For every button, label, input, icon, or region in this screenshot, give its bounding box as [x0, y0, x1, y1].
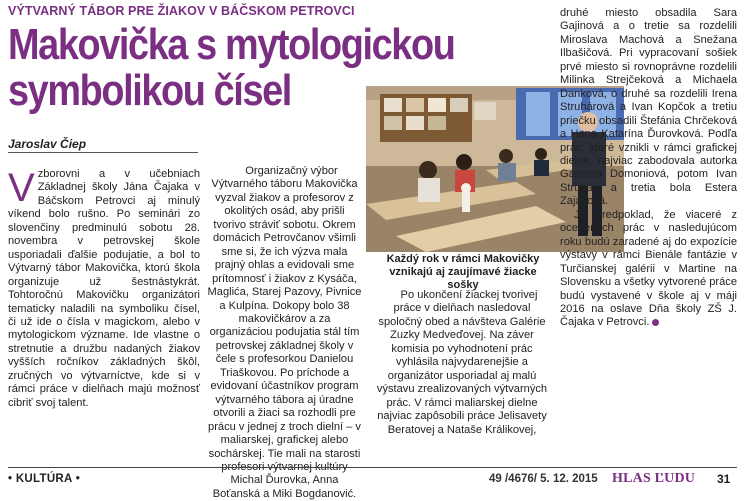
column-4	[560, 7, 737, 467]
headline-line-2: symbolikou čísel	[8, 66, 291, 115]
column-3	[374, 289, 550, 465]
headline	[8, 20, 455, 115]
publication-logo: HLAS ĽUDU	[612, 471, 696, 486]
exhibition-text: Je predpoklad, že viaceré z ocenených prác v nasledujúcom roku budú zaradené aj do expozície výstavy v rámci Bienále fantázie v Turčianskej galérii v Martine na Slovensku a všetky vytvorené práce budú vystavené v škole aj v máji 2016 na oslave Dňa školy ZŠ J. Čajaka v Petrovci.	[560, 208, 737, 329]
headline-line-1: Makovička s mytologickou	[8, 20, 455, 69]
column-1	[8, 168, 200, 460]
issue-info: 49 /4676/ 5. 12. 2015	[489, 473, 598, 485]
lead-paragraph: zborovni a v učebniach Základnej školy Jána Čajaka v Báčskom Petrovci aj minulý víkend bolo rušno. Po seminári zo slovenčiny predminulú sobotu 28. novembra v petrovskej škole usporiadali ďalšie podujatie, a bol to Výtvarný tábor Makovička, ktorú škola organizuje už šestnástykrát. Tohtoročnú Makovičku organizátori tematicky naladili na symboliku čísel, či už ide o čísla v magickom, alebo v mytologickom význame. Ide vlastne o stretnutie a družbu nadaných žiakov vyšších ročníkov základných škôl, zručných vo výtvarníctve, kde si v rámci práce v dielňach majú možnosť cibriť svoj talent.	[8, 168, 200, 409]
paragraph-exhibition	[560, 209, 737, 330]
photo-caption: Každý rok v rámci Makovičky vznikajú aj zaujímavé žiacke sošky	[386, 253, 540, 291]
footer-rule	[8, 467, 737, 468]
paragraph-results: Po ukončení žiackej tvorivej práce v dielňach nasledoval spoločný obed a návšteva Galérie Zuzky Medveďovej. Na záver komisia po vyhodnotení prác vyhlásila najvydarenejšie a organizátor usporiadal aj malú výstavu zrealizovaných výtvarných prác. V rámci maliarskej dielne najviac zapôsobili práce Jelisavety Beratovej a Nataše Králikovej,	[376, 289, 548, 436]
paragraph-prizes: druhé miesto obsadila Sara Gajinová a o tretie sa rozdelili Miroslava Machová a Snežana Ilbašičová. Pri vypracovaní sošiek prvé miesto si rovnoprávne rozdelili Milinka Strejčeková a Michaela Danková, o druhé sa rozdelili Irena Struhárová a Ivan Kopčok a tretiu priečku obsadili Štefánia Chrčeková a Hana Katarína Ďurovková. Podľa prác, ktoré vznikli v rámci grafickej dielne, najviac zabodovala autorka Gabriela Domoniová, potom Ivan Struhár a tretia bola Estera Zajacová.	[560, 7, 737, 208]
drop-cap: V	[8, 166, 35, 210]
end-of-article-icon	[652, 319, 659, 326]
paragraph-organizers: Organizačný výbor Výtvarného táboru Makovička vyzval žiakov a profesorov z okolitých osád, aby prišli tvorivo stráviť sobotu. Okrem domácich Petrovčanov všimli sme si, že ich výzva mala prajný ohlas a evidovali sme prítomnosť i žiakov z Kysáča, Maglića, Starej Pazovy, Pivnice a Kulpína. Dokopy bolo 38 makovičkárov a za organizáciou podujatia stál tím petrovskej základnej školy v čele s profesorkou Danielou Triaškovou. Po príchode a evidovaní účastníkov program výtvarného tábora aj úradne otvorili a žiaci sa rozhodli pre prácu v jednej z troch dielní – v maliarskej, grafickej alebo sochárskej. Tie mali na starosti profesori výtvarnej kultúry Michal Ďurovka, Anna Boťanská a Miki Bogdanović.	[207, 165, 362, 500]
byline: Jaroslav Čiep	[8, 137, 87, 151]
column-2	[207, 165, 362, 500]
section-label: • KULTÚRA •	[8, 473, 81, 485]
byline-rule	[8, 152, 198, 153]
page-number: 31	[717, 472, 731, 486]
kicker: VÝTVARNÝ TÁBOR PRE ŽIAKOV V BÁČSKOM PETROVCI	[8, 4, 355, 18]
